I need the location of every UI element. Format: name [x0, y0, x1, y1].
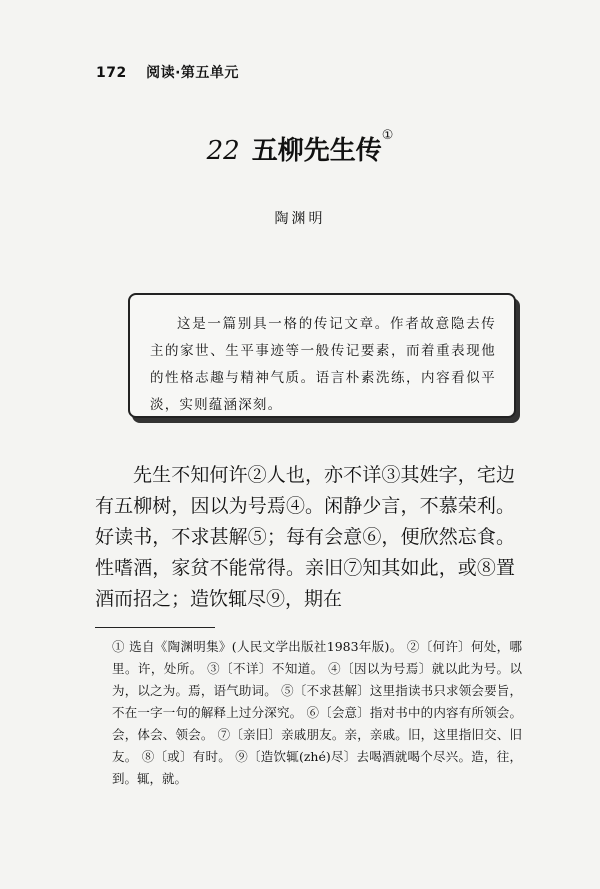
author-name: 陶渊明	[274, 211, 326, 227]
title-footnote-mark: ①	[381, 128, 394, 143]
footnotes: ① 选自《陶渊明集》(人民文学出版社1983年版)。 ②〔何许〕何处，哪里。许，处所。 ③〔不详〕不知道。 ④〔因以为号焉〕就以此为号。以为，以之为。焉，语气助词。 ⑤〔不求甚解〕这里指读书只求领会要旨，不在一字一句的解释上过分深究。 ⑥〔会意〕指对书中的内容有所领会。会，体会、领会。 ⑦〔亲旧〕亲戚朋友。亲，亲戚。旧，这里指旧交、旧友。 ⑧〔或〕有时。 ⑨〔造饮辄(zhé)尽〕去喝酒就喝个尽兴。造，往，到。辄，就。	[112, 639, 522, 786]
intro-text: 这是一篇别具一格的传记文章。作者故意隐去传主的家世、生平事迹等一般传记要素，而着重表现他的性格志趣与精神气质。语言朴素洗练，内容看似平淡，实则蕴涵深刻。	[150, 316, 496, 413]
main-text: 先生不知何许②人也，亦不详③其姓字，宅边有五柳树，因以为号焉④。闲静少言，不慕荣利。好读书，不求甚解⑤；每有会意⑥，便欣然忘食。性嗜酒，家贫不能常得。亲旧⑦知其如此，或⑧置酒而招之；造饮辄尽⑨，期在	[95, 464, 515, 610]
lesson-title	[0, 130, 600, 167]
footnote-divider	[95, 627, 215, 628]
lesson-number: 22	[206, 136, 240, 166]
page-number: 172	[96, 65, 127, 81]
section-label: 阅读·第五单元	[146, 65, 239, 81]
intro-box	[128, 293, 516, 418]
running-header	[96, 62, 239, 82]
title-text: 五柳先生传	[251, 136, 382, 166]
